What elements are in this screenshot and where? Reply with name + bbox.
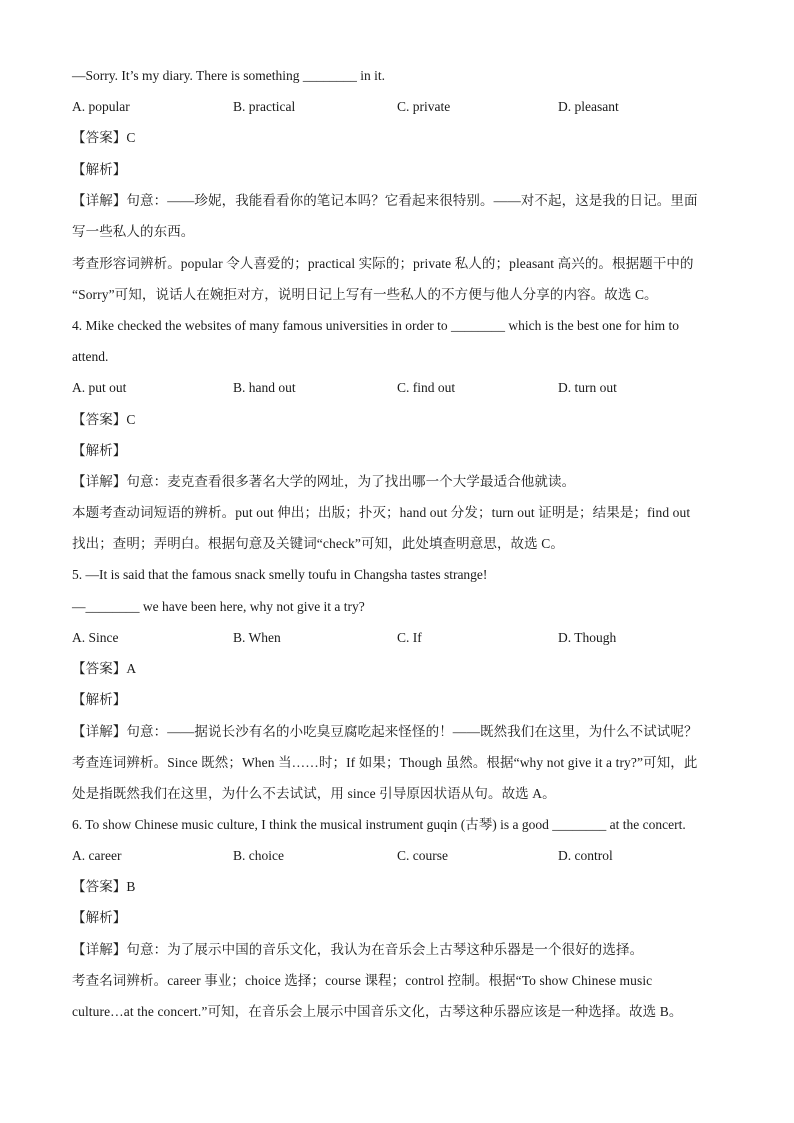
q5-analysis-label: 【解析】 [72,692,127,707]
q4-detail-line-3: 找出；查明；弄明白。根据句意及关键词“check”可知，此处填查明意思，故选 C。 [72,536,564,551]
q5-detail-line-2: 考查连词辨析。Since 既然；When 当……时；If 如果；Though 虽然。根据“why not give it a try?”可知，此 [72,755,698,770]
q3-analysis-label: 【解析】 [72,162,127,177]
q5-option-c: C. If [397,630,422,645]
q6-detail-line-2: 考查名词辨析。career 事业；choice 选择；course 课程；control 控制。根据“To show Chinese music [72,973,653,988]
q3-detail-line-2: 写一些私人的东西。 [72,224,195,239]
q4-detail-line-1: 【详解】句意：麦克查看很多著名大学的网址，为了找出哪一个大学最适合他就读。 [72,474,576,489]
q6-option-a: A. career [72,848,122,863]
q5-detail-line-3: 处是指既然我们在这里，为什么不去试试，用 since 引导原因状语从句。故选 A。 [72,786,556,801]
q5-detail-line-1: 【详解】句意：——据说长沙有名的小吃臭豆腐吃起来怪怪的！——既然我们在这里，为什么不试试呢？ [72,724,698,739]
q4-stem-line-1: 4. Mike checked the websites of many famous universities in order to ________ which is the best one for him to [72,318,679,333]
q6-answer: 【答案】B [72,879,136,894]
q6-detail-line-3: culture…at the concert.”可知，在音乐会上展示中国音乐文化，古琴这种乐器应该是一种选择。故选 B。 [72,1004,683,1019]
q4-option-c: C. find out [397,380,456,395]
q3-detail-line-3: 考查形容词辨析。popular 令人喜爱的；practical 实际的；private 私人的；pleasant 高兴的。根据题干中的 [72,256,694,271]
q3-answer: 【答案】C [72,130,136,145]
q6-detail-line-1: 【详解】句意：为了展示中国的音乐文化，我认为在音乐会上古琴这种乐器是一个很好的选择。 [72,942,644,957]
q6-option-b: B. choice [233,848,284,863]
q4-option-b: B. hand out [233,380,296,395]
q5-stem-line-1: 5. —It is said that the famous snack smelly toufu in Changsha tastes strange! [72,567,488,582]
q5-option-b: B. When [233,630,281,645]
q5-stem-line-2: —________ we have been here, why not give it a try? [72,599,365,614]
q4-analysis-label: 【解析】 [72,443,127,458]
q3-option-b: B. practical [233,99,296,114]
q3-option-d: D. pleasant [558,99,619,114]
q4-answer: 【答案】C [72,412,136,427]
q3-stem: —Sorry. It’s my diary. There is something ________ in it. [72,68,385,83]
q5-answer: 【答案】A [72,661,137,676]
q3-option-a: A. popular [72,99,130,114]
q4-detail-line-2: 本题考查动词短语的辨析。put out 伸出；出版；扑灭；hand out 分发；turn out 证明是；结果是；find out [72,505,691,520]
q6-analysis-label: 【解析】 [72,910,127,925]
q3-option-c: C. private [397,99,451,114]
q3-detail-line-1: 【详解】句意：——珍妮，我能看看你的笔记本吗？它看起来很特别。——对不起，这是我的日记。里面 [72,193,698,208]
q5-option-d: D. Though [558,630,617,645]
q4-option-a: A. put out [72,380,127,395]
q4-stem-line-2: attend. [72,349,109,364]
q6-option-d: D. control [558,848,613,863]
q6-option-c: C. course [397,848,448,863]
q4-option-d: D. turn out [558,380,617,395]
q6-stem-line-1: 6. To show Chinese music culture, I think the musical instrument guqin (古琴) is a good ________ at the concert. [72,817,686,832]
q3-detail-line-4: “Sorry”可知，说话人在婉拒对方，说明日记上写有一些私人的不方便与他人分享的内容。故选 C。 [72,287,658,302]
q5-option-a: A. Since [72,630,119,645]
